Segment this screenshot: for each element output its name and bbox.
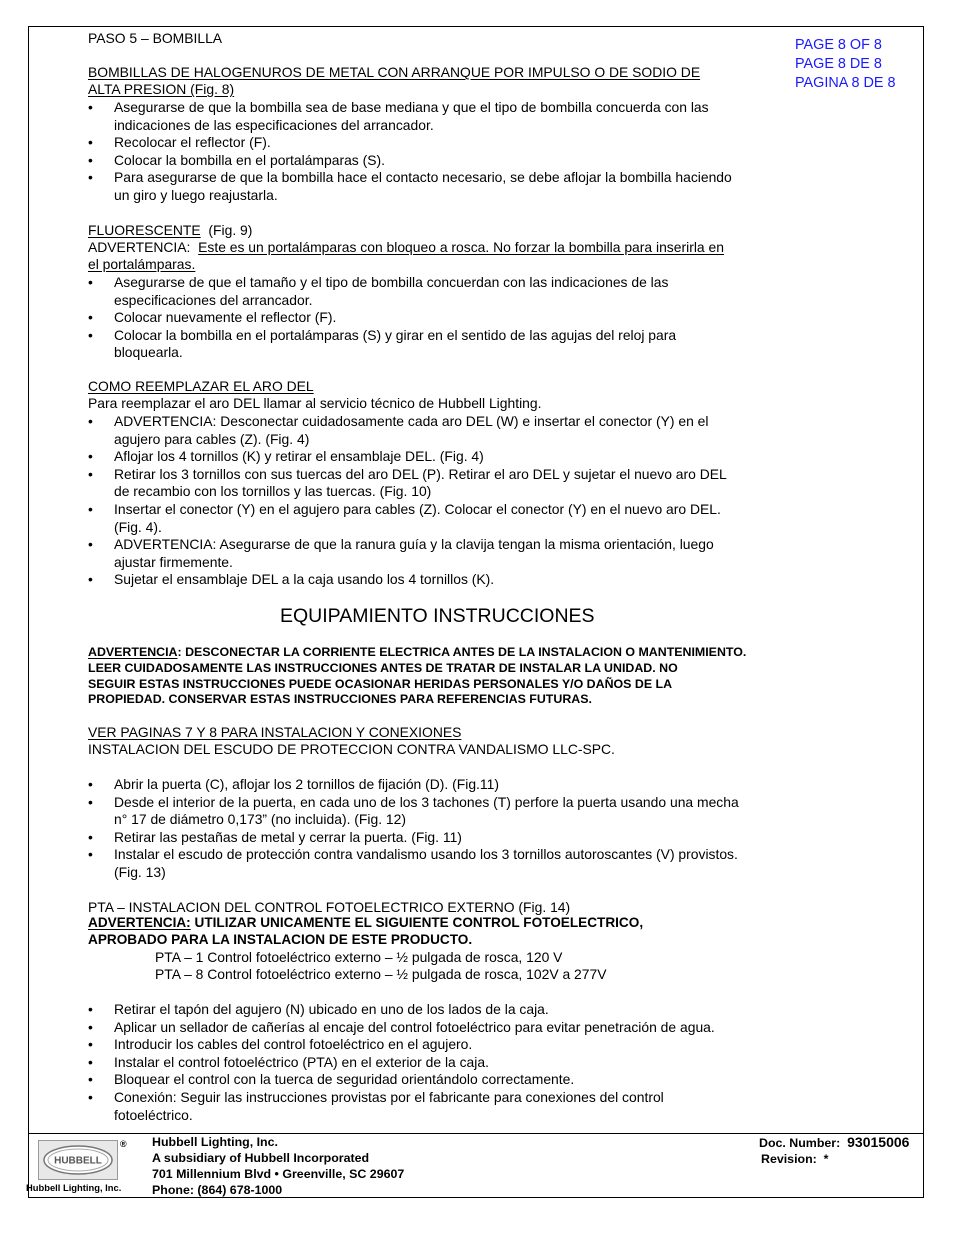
- doc-number-label: Doc. Number:: [759, 1136, 841, 1150]
- list-item-text: Colocar nuevamente el reflector (F).: [114, 309, 337, 326]
- fluor-warning-label: ADVERTENCIA:: [88, 239, 191, 255]
- list-item-text: Desde el interior de la puerta, en cada uno de los 3 tachones (T) perfore la puerta usando una mecha: [114, 793, 739, 810]
- list-item-text: Colocar la bombilla en el portalámparas (S) y girar en el sentido de las agujas del reloj para: [114, 326, 677, 343]
- page-number-es: PAGE 8 DE 8: [795, 55, 882, 72]
- bullet-icon: •: [88, 169, 93, 186]
- pta-warning-line-2: APROBADO PARA LA INSTALACION DE ESTE PRODUCTO.: [88, 932, 473, 947]
- document-info: [759, 1134, 909, 1167]
- list-item: [88, 274, 788, 309]
- list-item-text: agujero para cables (Z). (Fig. 4): [114, 430, 310, 447]
- see-pages-note: VER PAGINAS 7 Y 8 PARA INSTALACION Y CONEXIONES: [88, 724, 462, 740]
- list-item: [88, 536, 788, 571]
- bullet-icon: •: [88, 828, 93, 845]
- doc-number: 93015006: [847, 1134, 910, 1150]
- equipment-warning: [88, 645, 782, 708]
- list-item: [88, 501, 788, 536]
- list-item: [88, 134, 788, 152]
- list-item-text: Abrir la puerta (C), aflojar los 2 tornillos de fijación (D). (Fig.11): [114, 776, 499, 792]
- bullet-icon: •: [88, 1018, 93, 1035]
- bullet-icon: •: [88, 465, 93, 482]
- bullet-icon: •: [88, 1053, 93, 1070]
- list-item-text: fotoeléctrico.: [114, 1106, 193, 1123]
- list-item-text: un giro y luego reajustarla.: [114, 186, 278, 203]
- list-item-text: Asegurarse de que la bombilla sea de base mediana y que el tipo de bombilla concuerda con las: [114, 99, 709, 115]
- list-item-text: de recambio con los tornillos y las tuercas. (Fig. 10): [114, 483, 432, 500]
- hubbell-logo-text: HUBBELL: [54, 1155, 102, 1167]
- revision-label: Revision:: [761, 1152, 817, 1166]
- list-item: [88, 776, 788, 794]
- pta-model-2: PTA – 8 Control fotoeléctrico externo – ½ pulgada de rosca, 102V a 277V: [155, 966, 607, 982]
- bullet-icon: •: [88, 326, 93, 343]
- fluor-title-fig: (Fig. 9): [208, 222, 253, 238]
- equipment-warning-line-2: LEER CUIDADOSAMENTE LAS INSTRUCCIONES ANTES DE TRATAR DE INSTALAR LA UNIDAD. NO: [88, 660, 678, 675]
- list-item: [88, 1001, 788, 1019]
- pta-warning-line-1: [88, 914, 643, 931]
- list-item-text: (Fig. 13): [114, 863, 166, 880]
- list-item: [88, 829, 788, 847]
- bullet-icon: •: [88, 776, 93, 792]
- revision-value: *: [823, 1152, 829, 1166]
- list-item-text: Asegurarse de que el tamaño y el tipo de bombilla concuerdan con las indicaciones de las: [114, 274, 669, 290]
- list-item-text: bloquearla.: [114, 344, 183, 361]
- list-item-text: Aflojar los 4 tornillos (K) y retirar el ensamblaje DEL. (Fig. 4): [114, 448, 484, 465]
- list-item-text: Instalar el escudo de protección contra vandalismo usando los 3 tornillos autoroscantes (V) provistos.: [114, 846, 738, 863]
- list-item: [88, 413, 788, 448]
- list-item: [88, 99, 788, 134]
- list-item-text: Insertar el conector (Y) en el agujero para cables (Z). Colocar el conector (Y) en el nuevo aro DEL.: [114, 500, 721, 517]
- bullet-icon: •: [88, 309, 93, 326]
- fluor-bullet-list: [88, 274, 788, 362]
- list-item: [88, 1036, 788, 1054]
- equipment-warning-label: ADVERTENCIA: [88, 645, 178, 659]
- bullet-icon: •: [88, 448, 93, 465]
- list-item: [88, 152, 788, 170]
- pta-warning: [88, 914, 643, 948]
- bullet-icon: •: [88, 1088, 93, 1105]
- list-item-text: Retirar las pestañas de metal y cerrar la puerta. (Fig. 11): [114, 828, 462, 845]
- list-item-text: Introducir los cables del control fotoeléctrico en el agujero.: [114, 1036, 473, 1053]
- pta-title: PTA – INSTALACION DEL CONTROL FOTOELECTRICO EXTERNO (Fig. 14): [88, 899, 571, 915]
- bullet-icon: •: [88, 1036, 93, 1053]
- hid-title-line-1: BOMBILLAS DE HALOGENUROS DE METAL CON ARRANQUE POR IMPULSO O DE SODIO DE: [88, 64, 701, 80]
- list-item: [88, 448, 788, 466]
- bullet-icon: •: [88, 536, 93, 553]
- bullet-icon: •: [88, 274, 93, 290]
- equipment-warning-text: : DESCONECTAR LA CORRIENTE ELECTRICA ANTES DE LA INSTALACION O MANTENIMIENTO.: [177, 645, 747, 659]
- list-item: [88, 846, 788, 881]
- list-item-text: ADVERTENCIA: Asegurarse de que la ranura guía y la clavija tengan la misma orientación, luego: [114, 536, 714, 553]
- company-phone: Phone: (864) 678-1000: [152, 1182, 283, 1197]
- fluor-warning-line-1: [88, 239, 724, 257]
- list-item-text: Retirar los 3 tornillos con sus tuercas del aro DEL (P). Retirar el aro DEL y sujetar el nuevo aro DEL: [114, 465, 727, 482]
- list-item: [88, 1089, 788, 1124]
- page-number-pt: PAGINA 8 DE 8: [795, 74, 896, 91]
- list-item-text: Conexión: Seguir las instrucciones provistas por el fabricante para conexiones del control: [114, 1088, 664, 1105]
- list-item-text: Instalar el control fotoeléctrico (PTA) en el exterior de la caja.: [114, 1053, 489, 1070]
- page-number: [795, 36, 896, 92]
- list-item: [88, 169, 788, 204]
- list-item: [88, 1019, 788, 1037]
- equipment-warning-line-3: SEGUIR ESTAS INSTRUCCIONES PUEDE OCASIONAR HERIDAS PERSONALES Y/O DAÑOS DE LA: [88, 676, 673, 691]
- list-item: [88, 794, 788, 829]
- hid-bullet-list: [88, 99, 788, 205]
- pta-bullet-list: [88, 1001, 788, 1124]
- list-item-text: Aplicar un sellador de cañerías al encaje del control fotoeléctrico para evitar penetración de agua.: [114, 1018, 715, 1035]
- fluor-title: [88, 222, 252, 240]
- list-item-text: Para asegurarse de que la bombilla hace el contacto necesario, se debe aflojar la bombilla haciendo: [114, 169, 732, 186]
- fluor-warning-text: Este es un portalámparas con bloqueo a rosca. No forzar la bombilla para inserirla en: [198, 239, 724, 255]
- list-item: [88, 327, 788, 362]
- list-item-text: Recolocar el reflector (F).: [114, 134, 271, 151]
- registered-mark: ®: [120, 1139, 127, 1149]
- bullet-icon: •: [88, 99, 93, 115]
- list-item-text: Retirar el tapón del agujero (N) ubicado en uno de los lados de la caja.: [114, 1001, 549, 1017]
- led-title: COMO REEMPLAZAR EL ARO DEL: [88, 378, 314, 394]
- fluor-warning-line-2: el portalámparas.: [88, 256, 196, 272]
- list-item: [88, 1054, 788, 1072]
- bullet-icon: •: [88, 413, 93, 429]
- bullet-icon: •: [88, 571, 93, 588]
- logo-caption: Hubbell Lighting, Inc.: [26, 1182, 122, 1193]
- pta-warning-text: UTILIZAR UNICAMENTE EL SIGUIENTE CONTROL FOTOELECTRICO,: [190, 915, 644, 930]
- equipment-warning-line-1: [88, 645, 782, 661]
- list-item-text: especificaciones del arrancador.: [114, 291, 313, 308]
- bullet-icon: •: [88, 1001, 93, 1017]
- list-item: [88, 1071, 788, 1089]
- company-name: Hubbell Lighting, Inc.: [152, 1135, 278, 1149]
- equipment-heading: EQUIPAMIENTO INSTRUCCIONES: [280, 605, 595, 627]
- list-item-text: ajustar firmemente.: [114, 553, 233, 570]
- bullet-icon: •: [88, 500, 93, 517]
- step-title: PASO 5 – BOMBILLA: [88, 30, 223, 46]
- bullet-icon: •: [88, 134, 93, 151]
- shield-title: INSTALACION DEL ESCUDO DE PROTECCION CONTRA VANDALISMO LLC-SPC.: [88, 741, 615, 757]
- company-subsidiary: A subsidiary of Hubbell Incorporated: [152, 1150, 370, 1165]
- bullet-icon: •: [88, 846, 93, 863]
- list-item-text: n° 17 de diámetro 0,173” (no incluida). (Fig. 12): [114, 811, 407, 828]
- pta-model-1: PTA – 1 Control fotoeléctrico externo – ½ pulgada de rosca, 120 V: [155, 949, 563, 965]
- pta-warning-label: ADVERTENCIA:: [88, 915, 191, 930]
- list-item-text: Sujetar el ensamblaje DEL a la caja usando los 4 tornillos (K).: [114, 571, 495, 588]
- list-item: [88, 309, 788, 327]
- shield-bullet-list: [88, 776, 788, 882]
- list-item-text: Bloquear el control con la tuerca de seguridad orientándolo correctamente.: [114, 1071, 575, 1088]
- list-item: [88, 571, 788, 589]
- led-intro: Para reemplazar el aro DEL llamar al servicio técnico de Hubbell Lighting.: [88, 395, 542, 411]
- page-number-en: PAGE 8 OF 8: [795, 37, 882, 53]
- hubbell-logo-graphic: [38, 1140, 118, 1180]
- hid-title-line-2: ALTA PRESION (Fig. 8): [88, 81, 235, 97]
- revision-row: [759, 1151, 909, 1167]
- doc-number-row: [759, 1134, 909, 1151]
- list-item: [88, 466, 788, 501]
- list-item-text: indicaciones de las especificaciones del arrancador.: [114, 116, 434, 133]
- bullet-icon: •: [88, 151, 93, 168]
- company-info: [152, 1135, 404, 1199]
- bullet-icon: •: [88, 793, 93, 810]
- company-address: 701 Millennium Blvd • Greenville, SC 29607: [152, 1166, 405, 1181]
- list-item-text: (Fig. 4).: [114, 518, 162, 535]
- equipment-warning-line-4: PROPIEDAD. CONSERVAR ESTAS INSTRUCCIONES PARA REFERENCIAS FUTURAS.: [88, 692, 592, 707]
- fluor-title-text: FLUORESCENTE: [88, 222, 201, 238]
- led-bullet-list: [88, 413, 788, 589]
- hubbell-logo: [38, 1140, 118, 1180]
- bullet-icon: •: [88, 1071, 93, 1088]
- list-item-text: ADVERTENCIA: Desconectar cuidadosamente cada aro DEL (W) e insertar el conector (Y) en el: [114, 413, 709, 429]
- list-item-text: Colocar la bombilla en el portalámparas (S).: [114, 151, 385, 168]
